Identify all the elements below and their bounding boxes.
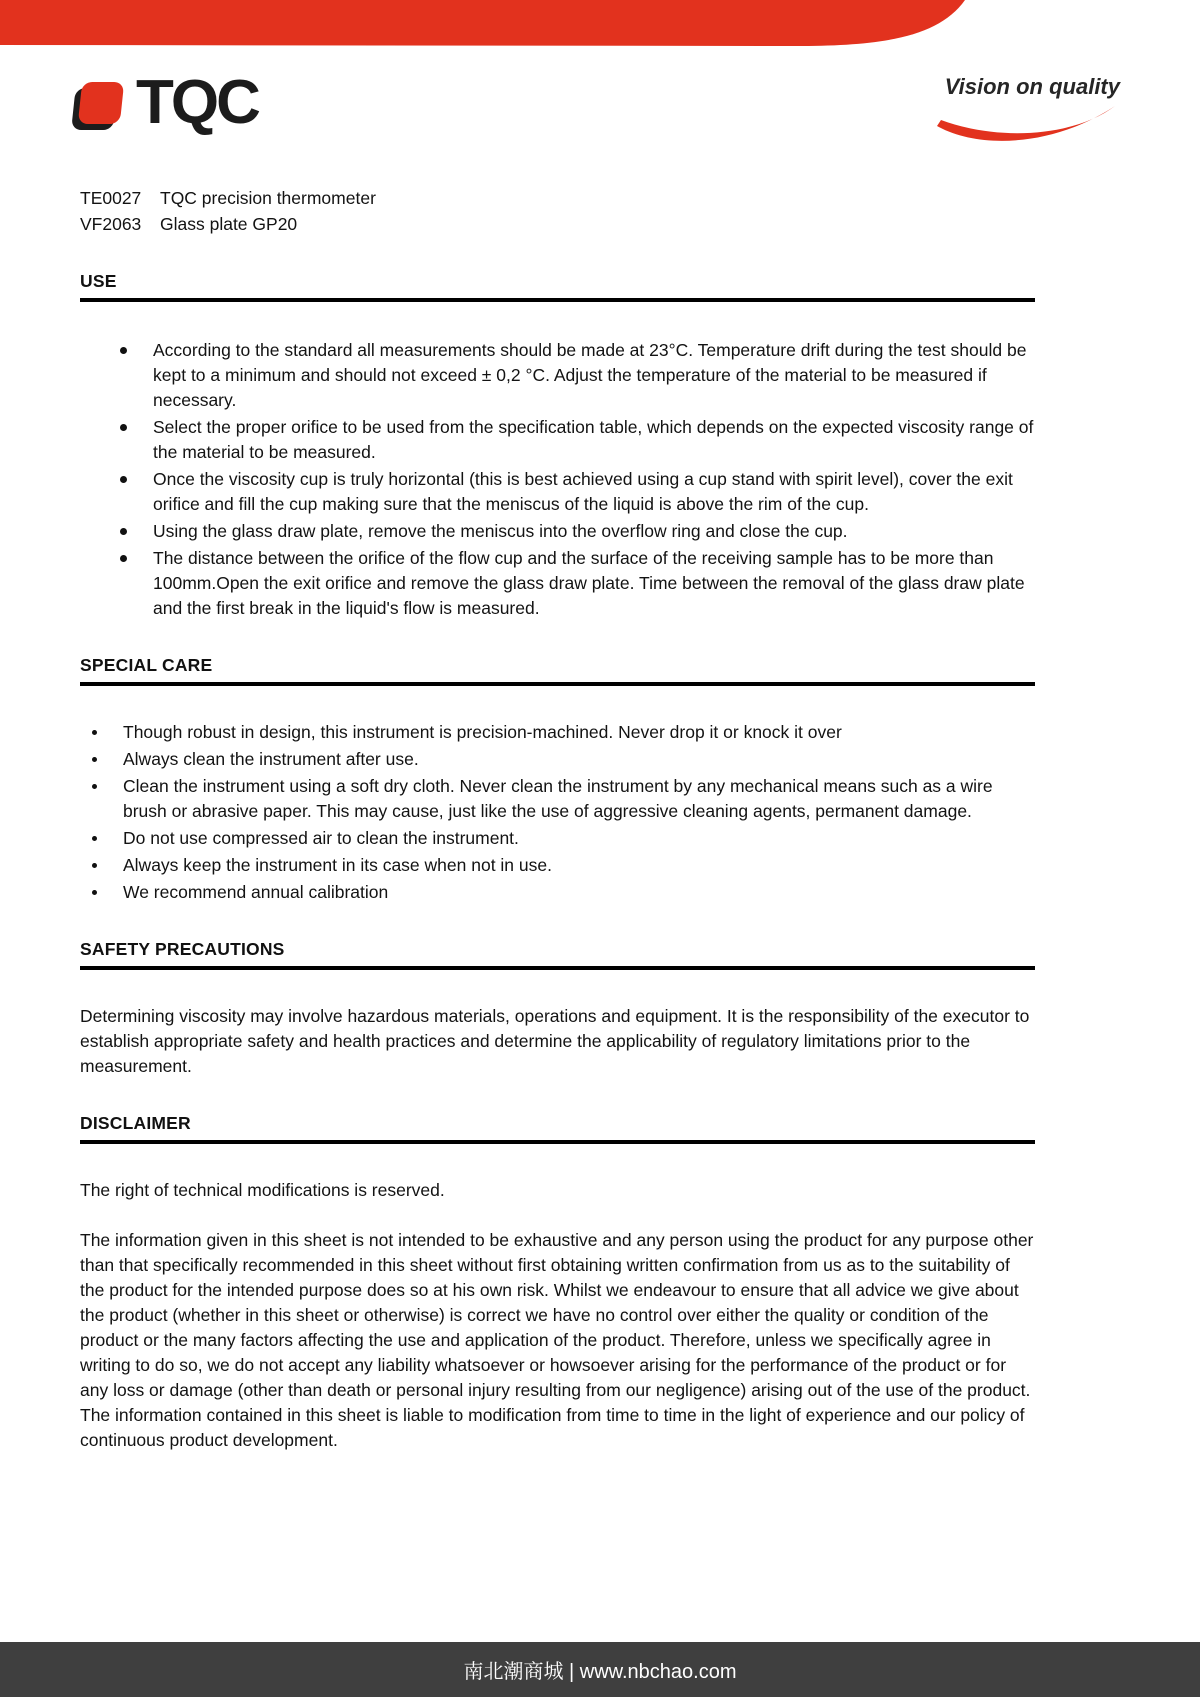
section-rule	[80, 966, 1035, 970]
bullet-item: Do not use compressed air to clean the instrument.	[90, 826, 1035, 851]
paragraph: The information given in this sheet is not intended to be exhaustive and any person using the product for any purpose other than that specifically recommended in this sheet without first obtaining written confirmation from us as to the suitability of the product for the intended purpose does so at his own risk. Whilst we endeavour to ensure that all advice we give about the product (whether in this sheet or otherwise) is correct we have no control over either the quality or condition of the product or the many factors affecting the use and application of the product. Therefore, unless we specifically agree in writing to do so, we do not accept any liability whatsoever or howsoever arising for the performance of the product or for any loss or damage (other than death or personal injury resulting from our negligence) arising out of the use of the product. The information contained in this sheet is liable to modification from time to time in the light of experience and our policy of continuous product development.	[80, 1230, 1034, 1450]
section-special-care	[80, 655, 1035, 905]
logo-text: TQC	[136, 68, 258, 137]
paragraph: The right of technical modifications is reserved.	[80, 1180, 445, 1200]
product-name: Glass plate GP20	[160, 214, 298, 234]
bullet-item: The distance between the orifice of the flow cup and the surface of the receiving sample has to be more than 100mm.Open the exit orifice and remove the glass draw plate. Time between the removal of the glass draw plate and the first break in the liquid's flow is measured.	[120, 546, 1035, 621]
product-list	[80, 185, 1035, 237]
tqc-logo	[80, 68, 258, 137]
content	[80, 185, 1035, 1453]
product-code: VF2063	[80, 214, 142, 234]
tagline-red-swoosh-icon	[935, 102, 1120, 142]
section-rule	[80, 682, 1035, 686]
special-care-bullet-list	[80, 720, 1035, 905]
use-bullet-list	[80, 338, 1035, 621]
paragraph: Determining viscosity may involve hazardous materials, operations and equipment. It is the responsibility of the executor to establish appropriate safety and health practices and determine the applicability of regulatory limitations prior to the measurement.	[80, 1006, 1030, 1076]
bullet-item: According to the standard all measurements should be made at 23°C. Temperature drift during the test should be kept to a minimum and should not exceed ± 0,2 °C. Adjust the temperature of the material to be measured if necessary.	[120, 338, 1035, 413]
header	[80, 68, 1120, 142]
tagline	[930, 74, 1120, 142]
bullet-item: Using the glass draw plate, remove the meniscus into the overflow ring and close the cup.	[120, 519, 1035, 544]
bullet-item: Clean the instrument using a soft dry cloth. Never clean the instrument by any mechanical means such as a wire brush or abrasive paper. This may cause, just like the use of aggressive cleaning agents, permanent damage.	[90, 774, 1035, 824]
section-title: SAFETY PRECAUTIONS	[80, 939, 285, 959]
tagline-text: Vision on quality	[944, 74, 1120, 99]
section-rule	[80, 1140, 1035, 1144]
product-name: TQC precision thermometer	[160, 188, 376, 208]
top-red-swoosh	[0, 0, 1200, 50]
bullet-item: Always keep the instrument in its case when not in use.	[90, 853, 1035, 878]
footer-text: 南北潮商城 | www.nbchao.com	[463, 1661, 737, 1683]
bullet-item: Always clean the instrument after use.	[90, 747, 1035, 772]
product-row	[80, 185, 1035, 211]
section-title: USE	[80, 271, 117, 291]
logo-red-square-icon	[78, 82, 124, 124]
section-use	[80, 271, 1035, 621]
bullet-item: Once the viscosity cup is truly horizontal (this is best achieved using a cup stand with spirit level), cover the exit orifice and fill the cup making sure that the meniscus of the liquid is above the rim of the cup.	[120, 467, 1035, 517]
section-safety-precautions	[80, 939, 1035, 1079]
bullet-item: Select the proper orifice to be used from the specification table, which depends on the expected viscosity range of the material to be measured.	[120, 415, 1035, 465]
product-row	[80, 211, 1035, 237]
bullet-item: Though robust in design, this instrument is precision-machined. Never drop it or knock it over	[90, 720, 1035, 745]
section-disclaimer	[80, 1113, 1035, 1453]
section-title: DISCLAIMER	[80, 1113, 191, 1133]
section-title: SPECIAL CARE	[80, 655, 213, 675]
bullet-item: We recommend annual calibration	[90, 880, 1035, 905]
section-rule	[80, 298, 1035, 302]
product-code: TE0027	[80, 188, 142, 208]
footer-bar	[0, 1642, 1200, 1697]
